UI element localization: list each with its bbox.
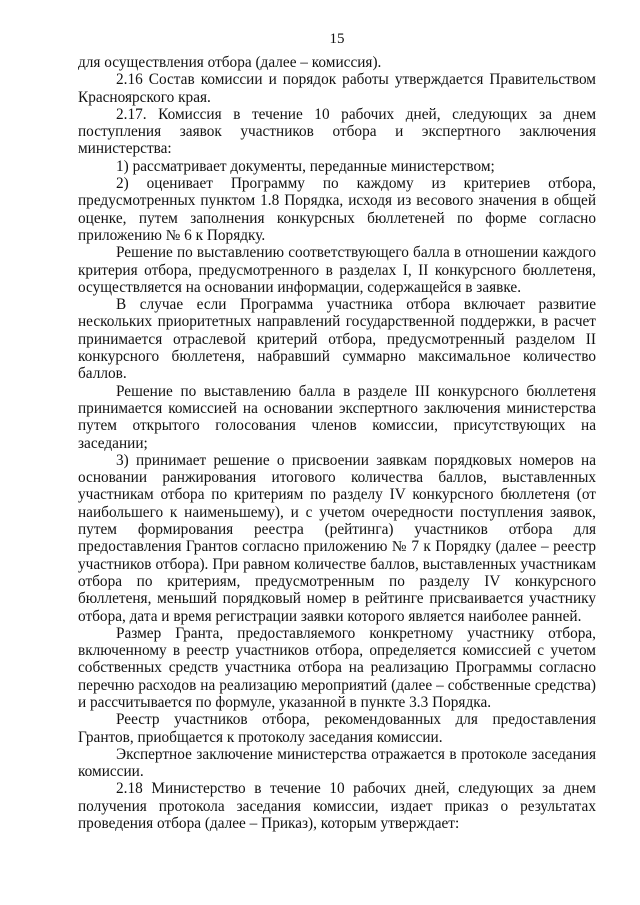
paragraph-expert-conclusion: Экспертное заключение министерства отражается в протоколе заседания комиссии. (78, 745, 596, 781)
paragraph-multiple-directions: В случае если Программа участника отбора включает развитие нескольких приоритетных направлений государственной поддержки, в расчет принимается отраслевой критерий отбора, предусмотренный разделом II конкурсного бюллетеня, набравший суммарно максимальное количество баллов. (78, 296, 596, 383)
paragraph-2-17: 2.17. Комиссия в течение 10 рабочих дней, следующих за днем поступления заявок участников отбора и экспертного заключения министерства: (78, 105, 596, 158)
paragraph-2-18: 2.18 Министерство в течение 10 рабочих дней, следующих за днем получения протокола заседания комиссии, издает приказ о результатах проведения отбора (далее – Приказ), которым утверждает: (78, 780, 596, 833)
document-page (78, 30, 596, 890)
document-body (78, 54, 596, 832)
paragraph-registry: Реестр участников отбора, рекомендованных для предоставления Грантов, приобщается к протоколу заседания комиссии. (78, 711, 596, 746)
paragraph-score-decision: Решение по выставлению соответствующего балла в отношении каждого критерия отбора, предусмотренного в разделах I, II конкурсного бюллетеня, осуществляется на основании информации, содержащейся в заявке. (78, 244, 596, 296)
paragraph-2-16: 2.16 Состав комиссии и порядок работы утверждается Правительством Красноярского края. (78, 71, 596, 106)
paragraph-continuation: для осуществления отбора (далее – комиссия). (78, 54, 382, 71)
paragraph-grant-size: Размер Гранта, предоставляемого конкретному участнику отбора, включенному в реестр участников отбора, определяется комиссией с учетом собственных средств участника отбора на реализацию Программы согласно перечню расходов на реализацию мероприятий (далее – собственные средства) и рассчитывается по формуле, указанной в пункте 3.3 Порядка. (78, 624, 596, 711)
list-item-1: 1) рассматривает документы, переданные министерством; (116, 157, 495, 175)
paragraph-section-iii: Решение по выставлению балла в разделе III конкурсного бюллетеня принимается комиссией на основании экспертного заключения министерства путем открытого голосования членов комиссии, присутствующих на заседании; (78, 382, 596, 452)
page-number: 15 (329, 31, 345, 47)
list-item-3: 3) принимает решение о присвоении заявкам порядковых номеров на основании ранжирования итогового количества баллов, выставленных участникам отбора по критериям по разделу IV конкурсного бюллетеня (от наибольшего к наименьшему), и с учетом очередности поступления заявок, путем формирования реестра (рейтинга) участников отбора для предоставления Грантов согласно приложению № 7 к Порядку (далее – реестр участников отбора). При равном количестве баллов, выставленных участникам отбора по критериям, предусмотренным по разделу IV конкурсного бюллетеня, меньший порядковый номер в рейтинге присваивается участнику отбора, дата и время регистрации заявки которого является наиболее ранней. (78, 451, 596, 625)
list-item-2: 2) оценивает Программу по каждому из критериев отбора, предусмотренных пунктом 1.8 Порядка, исходя из весового значения в общей оценке, путем заполнения конкурсных бюллетеней по форме согласно приложению № 6 к Порядку. (78, 175, 596, 244)
